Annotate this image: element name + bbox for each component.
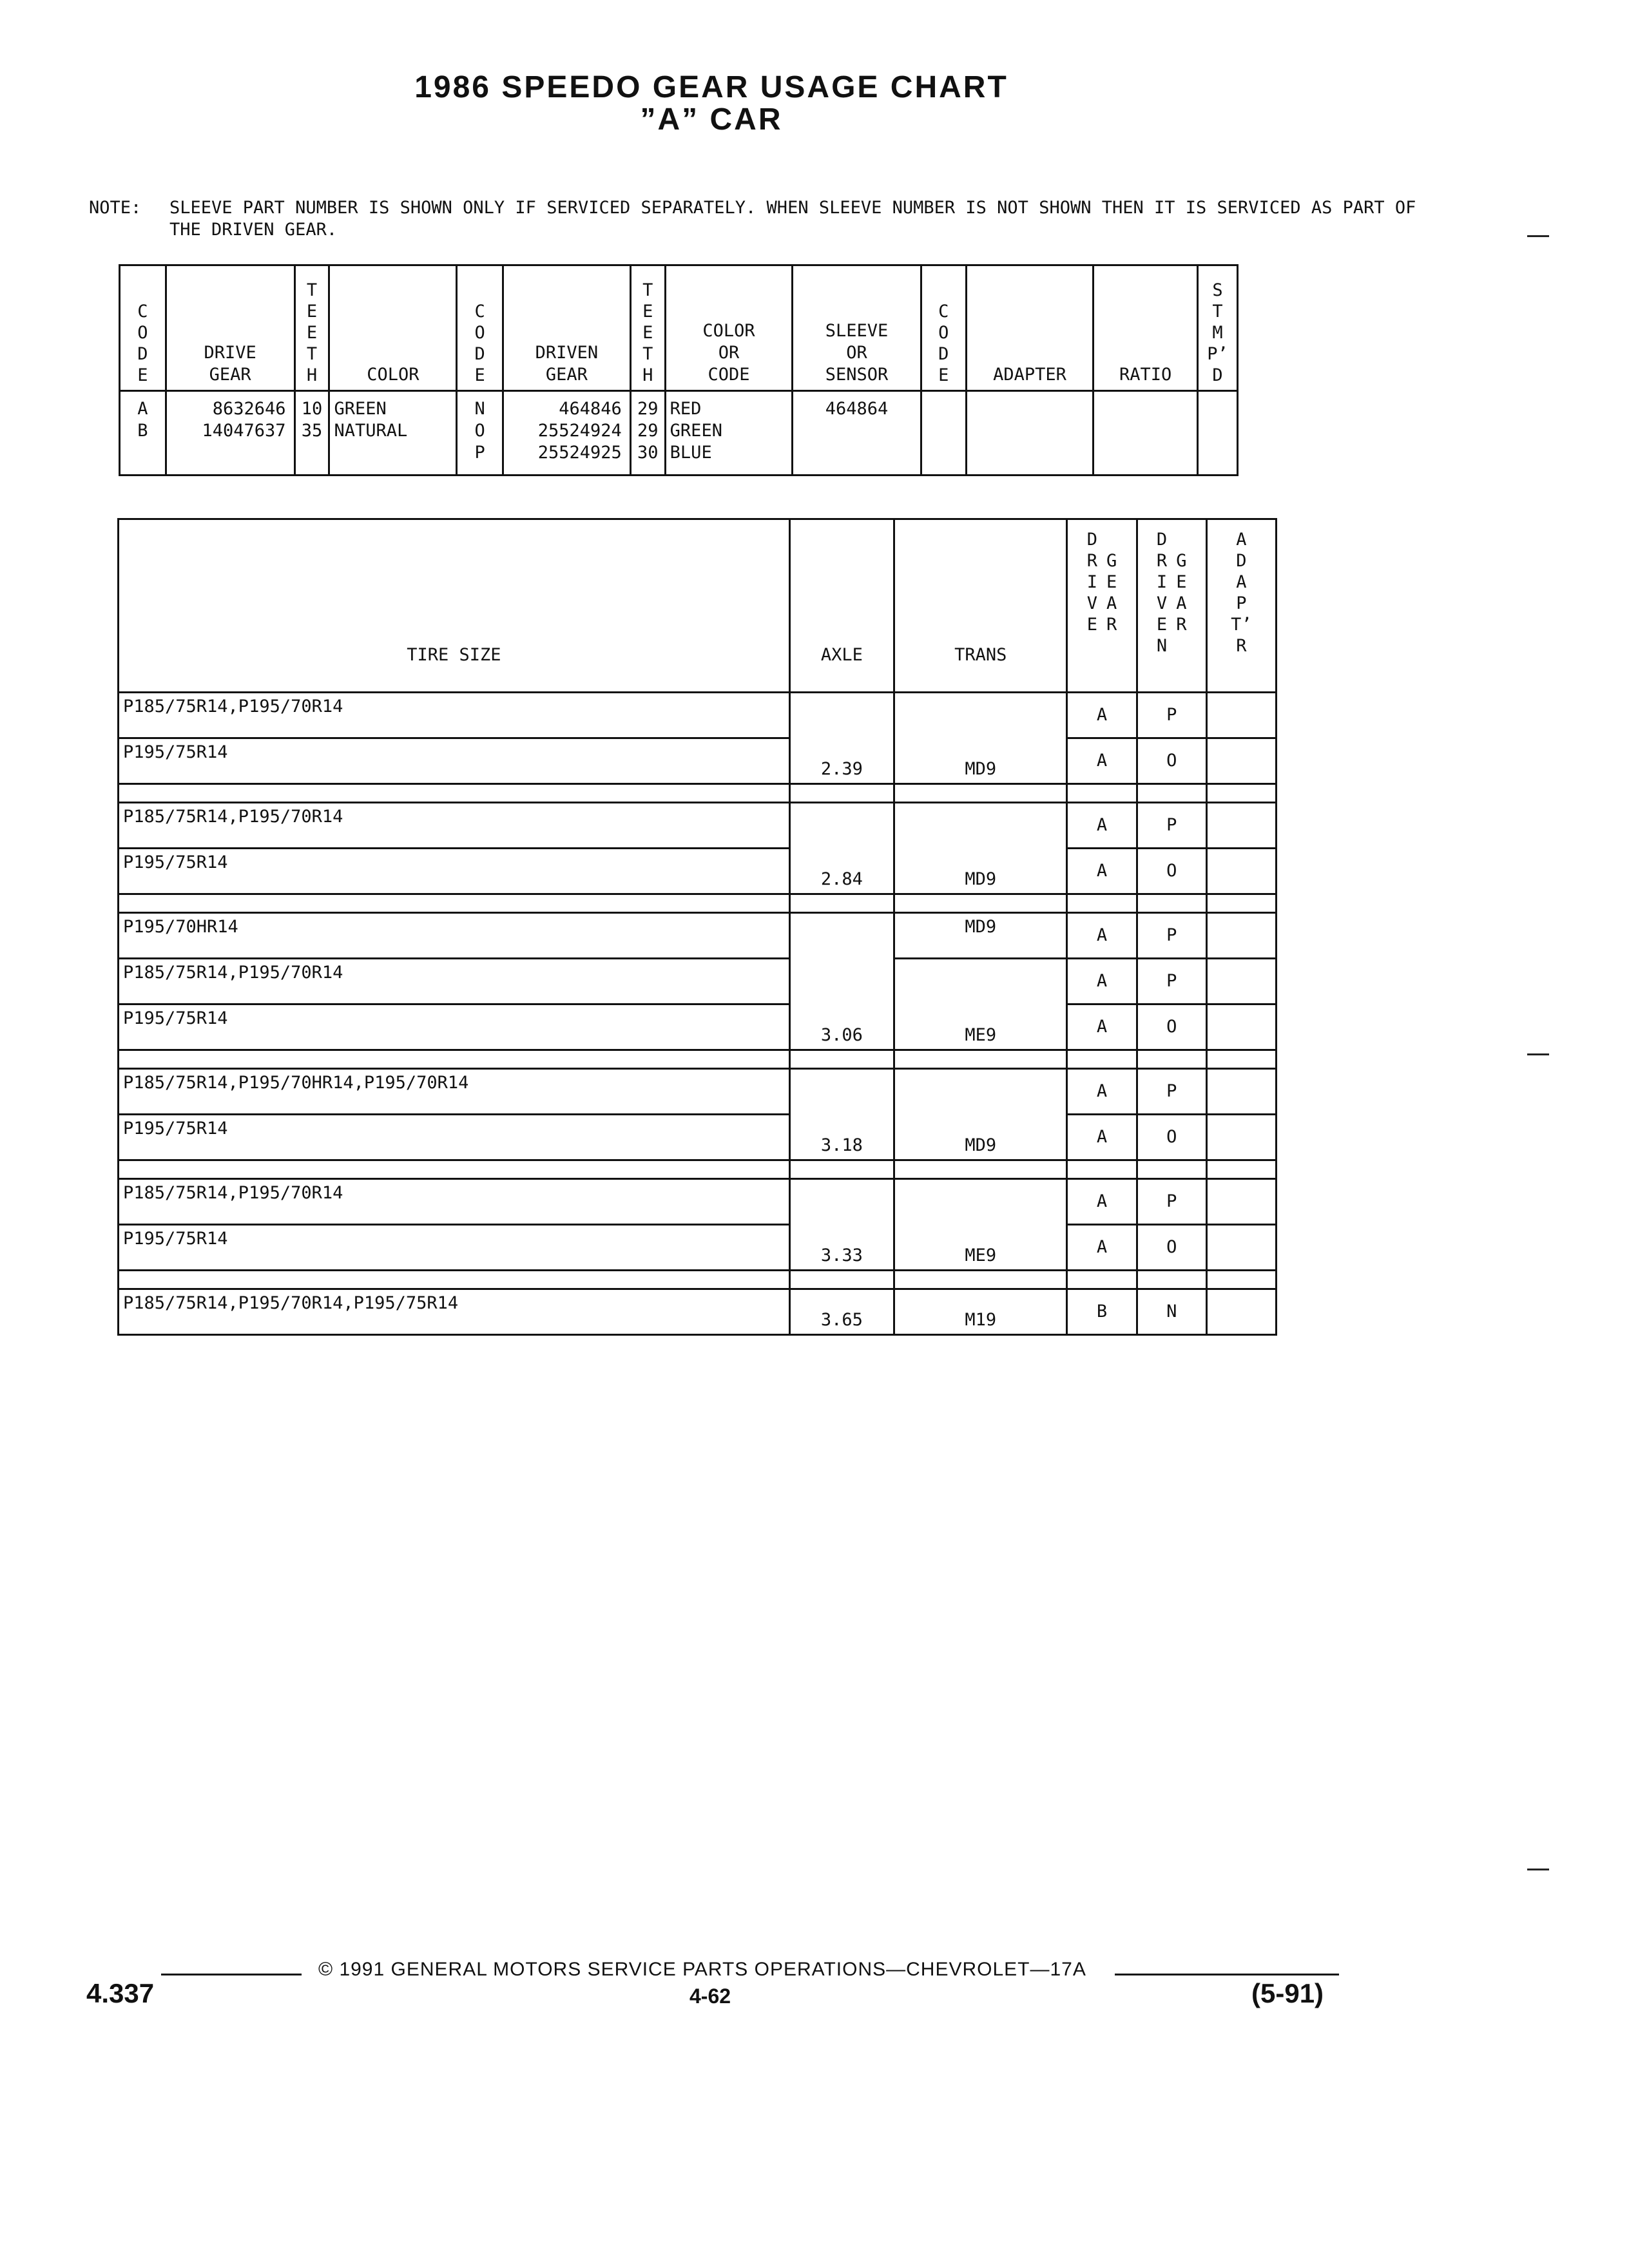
adapter-code [1206,1115,1276,1160]
note-text: SLEEVE PART NUMBER IS SHOWN ONLY IF SERVICED SEPARATELY. WHEN SLEEVE NUMBER IS NOT SHOWN THEN IT IS SERVICED AS PART OF THE DRIVEN GEAR. [169,198,1416,240]
drive-gear-code: A [1067,913,1137,959]
table-row: P185/75R14,P195/70R14 ME9 A P [119,959,1277,1004]
separator-row [119,784,1277,803]
adapter-code [1206,1004,1276,1050]
driven-gear-code: P [1137,693,1206,738]
driven-gear-code: O [1137,1225,1206,1271]
axle-cell: 3.65 [789,1289,894,1335]
table-row: P195/70HR14 3.06 MD9 A P [119,913,1277,959]
adapter-code [1206,1225,1276,1271]
table-row: P185/75R14,P195/70R14,P195/75R14 3.65 M19 B N [119,1289,1277,1335]
header-code-3: C O D E [921,265,966,391]
header-trans: TRANS [894,519,1067,693]
driven-gear-code: O [1137,1004,1206,1050]
separator-row [119,1050,1277,1069]
header-drive-gear: DRIVE GEAR [166,265,294,391]
driven-gear-code: O [1137,849,1206,894]
drive-gear-cell: 8632646 14047637 [166,391,294,476]
driven-gear-code: N [1137,1289,1206,1335]
table-row: P185/75R14,P195/70HR14,P195/70R14 3.18 MD9 A P [119,1069,1277,1115]
trans-cell: MD9 [894,803,1067,894]
separator-row [119,1271,1277,1289]
table-row: P185/75R14,P195/70R14 3.33 ME9 A P [119,1179,1277,1225]
trans-cell: MD9 [894,693,1067,784]
header-driven-gear-col: D R I V E N G E A R [1137,519,1206,693]
drive-gear-code: A [1067,693,1137,738]
driven-gear-code: P [1137,1179,1206,1225]
table-row: P185/75R14,P195/70R14 2.84 MD9 A P [119,803,1277,849]
margin-mark [1527,1869,1549,1870]
axle-cell: 2.39 [789,693,894,784]
drive-code-cell: A B [120,391,166,476]
margin-mark [1527,1053,1549,1055]
driven-gear-code: P [1137,803,1206,849]
header-axle: AXLE [789,519,894,693]
drive-gear-code: A [1067,803,1137,849]
axle-cell: 2.84 [789,803,894,894]
drive-gear-code: A [1067,1004,1137,1050]
header-ratio: RATIO [1094,265,1198,391]
table-row: P185/75R14,P195/70R14 2.39 MD9 A P [119,693,1277,738]
drive-gear-code: A [1067,1069,1137,1115]
header-code-1: C O D E [120,265,166,391]
drive-gear-code: A [1067,1225,1137,1271]
separator-row [119,1160,1277,1179]
gear-table [119,264,1239,476]
header-tire-size: TIRE SIZE [119,519,790,693]
drive-color-cell: GREEN NATURAL [329,391,457,476]
header-color: COLOR [329,265,457,391]
drive-gear-code: A [1067,1115,1137,1160]
trans-cell: M19 [894,1289,1067,1335]
drive-gear-code: B [1067,1289,1137,1335]
driven-gear-code: O [1137,738,1206,784]
page-subtitle: ”A” CAR [640,102,783,137]
header-driven-gear: DRIVEN GEAR [503,265,630,391]
adapter-code [1206,1069,1276,1115]
drive-gear-code: A [1067,1179,1137,1225]
sleeve-cell: 464864 [793,391,921,476]
driven-gear-cell: 464846 25524924 25524925 [503,391,630,476]
driven-teeth-cell: 29 29 30 [630,391,665,476]
footer-rule-left [161,1974,302,1975]
driven-gear-code: P [1137,1069,1206,1115]
separator-row [119,894,1277,913]
header-teeth-1: T E E T H [294,265,329,391]
ratio-cell [1094,391,1198,476]
trans-cell: MD9 [894,1069,1067,1160]
footer-rule-right [1115,1974,1339,1975]
table-row: P195/75R14 A O [119,1004,1277,1050]
table-row: P195/75R14 A O [119,849,1277,894]
header-teeth-2: T E E T H [630,265,665,391]
table-row: P195/75R14 A O [119,738,1277,784]
footer-page-number: 4-62 [689,1984,731,2008]
header-sleeve-or-sensor: SLEEVE OR SENSOR [793,265,921,391]
drive-teeth-cell: 10 35 [294,391,329,476]
drive-gear-code: A [1067,738,1137,784]
tire-table-header [119,519,1277,693]
trans-cell: MD9 [894,913,1067,959]
axle-cell: 3.06 [789,913,894,1050]
adapter-cell [966,391,1094,476]
adapter-code [1206,849,1276,894]
driven-color-cell: RED GREEN BLUE [665,391,793,476]
gear-table-header [120,265,1238,391]
header-color-or-code: COLOR OR CODE [665,265,793,391]
header-stmpd: S T M P’ D [1198,265,1238,391]
drive-gear-code: A [1067,849,1137,894]
footer-copyright: © 1991 GENERAL MOTORS SERVICE PARTS OPERATIONS—CHEVROLET—17A [318,1959,1086,1980]
adapter-code [1206,803,1276,849]
gear-table-body [120,391,1238,476]
driven-code-cell: N O P [457,391,503,476]
header-adapter: ADAPTER [966,265,1094,391]
header-drive-gear-col: D R I V E G E A R [1067,519,1137,693]
drive-gear-code: A [1067,959,1137,1004]
header-adapter-col: A D A P T’ R [1206,519,1276,693]
driven-gear-code: P [1137,913,1206,959]
footer-section-code: 4.337 [86,1978,155,2008]
trans-cell: ME9 [894,959,1067,1050]
axle-cell: 3.33 [789,1179,894,1271]
adapter-code [1206,959,1276,1004]
table-row: P195/75R14 A O [119,1115,1277,1160]
header-code-2: C O D E [457,265,503,391]
margin-mark [1527,235,1549,237]
adapter-code [1206,693,1276,738]
tire-table [117,518,1277,1336]
table-row: P195/75R14 A O [119,1225,1277,1271]
adapter-code [1206,1179,1276,1225]
trans-cell: ME9 [894,1179,1067,1271]
adapter-code [1206,1289,1276,1335]
adapter-code [1206,738,1276,784]
adapter-code [1206,913,1276,959]
driven-gear-code: P [1137,959,1206,1004]
footer-date: (5-91) [1251,1978,1324,2008]
stmpd-cell [1198,391,1238,476]
axle-cell: 3.18 [789,1069,894,1160]
code-3-cell [921,391,966,476]
driven-gear-code: O [1137,1115,1206,1160]
note-label: NOTE: [89,198,142,218]
page-title: 1986 SPEEDO GEAR USAGE CHART [414,70,1008,104]
